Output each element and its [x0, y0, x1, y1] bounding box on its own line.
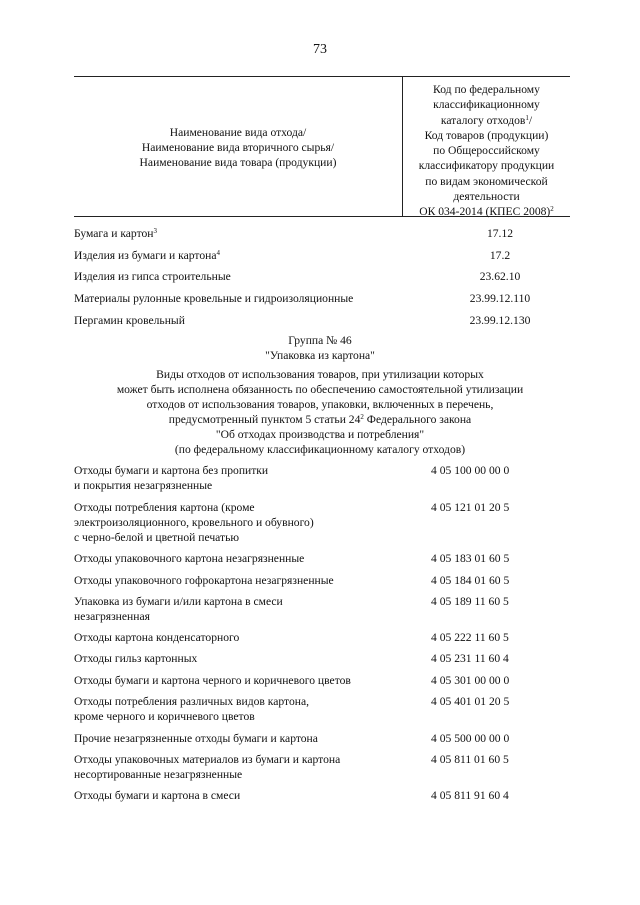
group-description-line: может быть исполнена обязанность по обеспечению самостоятельной утилизации: [116, 383, 524, 396]
group-title: Группа № 46: [288, 334, 352, 347]
header-code-line: Код товаров (продукции): [424, 128, 549, 142]
waste-name-line: Отходы упаковочного гофрокартона незагрязненные: [74, 574, 334, 587]
waste-name-line: Отходы упаковочных материалов из бумаги и картона: [74, 753, 341, 766]
product-name: Изделия из бумаги и картона: [74, 249, 217, 262]
header-code-column: [403, 82, 570, 220]
page-number: 73: [313, 42, 327, 57]
waste-code: 4 05 811 01 60 5: [431, 753, 509, 766]
product-code: 23.62.10: [479, 270, 521, 283]
header-name-line: Наименование вида товара (продукции): [139, 156, 337, 169]
product-name: Изделия из гипса строительные: [74, 270, 231, 283]
group-description-line: Виды отходов от использования товаров, при утилизации которых: [156, 368, 484, 381]
product-name: Пергамин кровельный: [74, 314, 185, 327]
footnote-mark: 1: [525, 113, 529, 122]
table-header: [74, 76, 570, 217]
header-name-line: Наименование вида вторичного сырья/: [141, 141, 335, 154]
waste-code: 4 05 401 01 20 5: [431, 695, 510, 708]
group-subtitle: "Упаковка из картона": [265, 349, 375, 362]
product-code: 17.2: [489, 249, 511, 262]
waste-name-line: кроме черного и коричневого цветов: [74, 710, 255, 723]
waste-name-line: Отходы бумаги и картона черного и коричневого цветов: [74, 674, 351, 687]
footnote-mark: 4: [216, 249, 220, 257]
product-code: 23.99.12.110: [469, 292, 531, 305]
waste-code: 4 05 231 11 60 4: [431, 652, 509, 665]
waste-name-line: с черно-белой и цветной печатью: [74, 531, 240, 544]
waste-code: 4 05 811 91 60 4: [431, 789, 509, 802]
waste-name-line: Упаковка из бумаги и/или картона в смеси: [74, 595, 283, 608]
waste-code: 4 05 183 01 60 5: [431, 552, 510, 565]
group-description-line: предусмотренный пунктом 5 статьи $24^2$ Федерального закона: [168, 413, 472, 426]
waste-code: 4 05 301 00 00 0: [431, 674, 510, 687]
waste-code: 4 05 121 01 20 5: [431, 501, 510, 514]
product-code: 17.12: [486, 227, 514, 240]
footnote-mark: 2: [360, 413, 364, 421]
header-name-line: Наименование вида отхода/: [169, 126, 307, 139]
group-description-line: (по федеральному классификационному каталогу отходов): [174, 443, 466, 456]
group-description-line: "Об отходах производства и потребления": [215, 428, 425, 441]
footnote-mark: 3: [153, 227, 157, 235]
waste-code: 4 05 189 11 60 5: [431, 595, 509, 608]
waste-name-line: электроизоляционного, кровельного и обувного): [74, 516, 314, 529]
waste-code: 4 05 222 11 60 5: [431, 631, 509, 644]
product-name: Бумага и картон: [74, 227, 154, 240]
waste-name-line: и покрытия незагрязненные: [74, 479, 213, 492]
group-description: [0, 367, 640, 457]
group-heading: [0, 333, 640, 363]
waste-name-line: Отходы гильз картонных: [74, 652, 198, 665]
waste-name-line: несортированные незагрязненные: [74, 768, 243, 781]
waste-code: 4 05 184 01 60 5: [431, 574, 510, 587]
product-code: 23.99.12.130: [469, 314, 531, 327]
header-name-column: [74, 77, 403, 216]
group-description-line: отходов от использования товаров, упаковки, включенных в перечень,: [146, 398, 494, 411]
product-name: Материалы рулонные кровельные и гидроизоляционные: [74, 292, 354, 305]
header-code-line: ОК 034-2014 (КПЕС 2008)$^2$: [419, 205, 554, 219]
waste-name-line: Прочие незагрязненные отходы бумаги и картона: [74, 732, 318, 745]
header-code-line: классификатору продукции: [418, 159, 555, 173]
header-code-line: Код по федеральному: [433, 83, 540, 96]
waste-code: 4 05 500 00 00 0: [431, 732, 510, 745]
waste-name-line: незагрязненная: [74, 610, 150, 623]
waste-name-line: Отходы упаковочного картона незагрязненные: [74, 552, 305, 565]
header-code-line: по Общероссийскому: [433, 144, 540, 158]
waste-name-line: Отходы бумаги и картона в смеси: [74, 789, 241, 802]
waste-name-line: Отходы потребления картона (кроме: [74, 501, 255, 514]
header-code-line: каталогу отходов$^1$/: [440, 113, 533, 127]
header-code-line: по видам экономической: [425, 174, 548, 188]
waste-name-line: Отходы потребления различных видов картона,: [74, 695, 310, 708]
waste-name-line: Отходы бумаги и картона без пропитки: [74, 464, 269, 477]
header-code-line: классификационному: [433, 98, 540, 112]
waste-name-line: Отходы картона конденсаторного: [74, 631, 240, 644]
header-code-line: деятельности: [453, 190, 520, 204]
waste-code: 4 05 100 00 00 0: [431, 464, 510, 477]
footnote-mark: 2: [550, 205, 554, 214]
